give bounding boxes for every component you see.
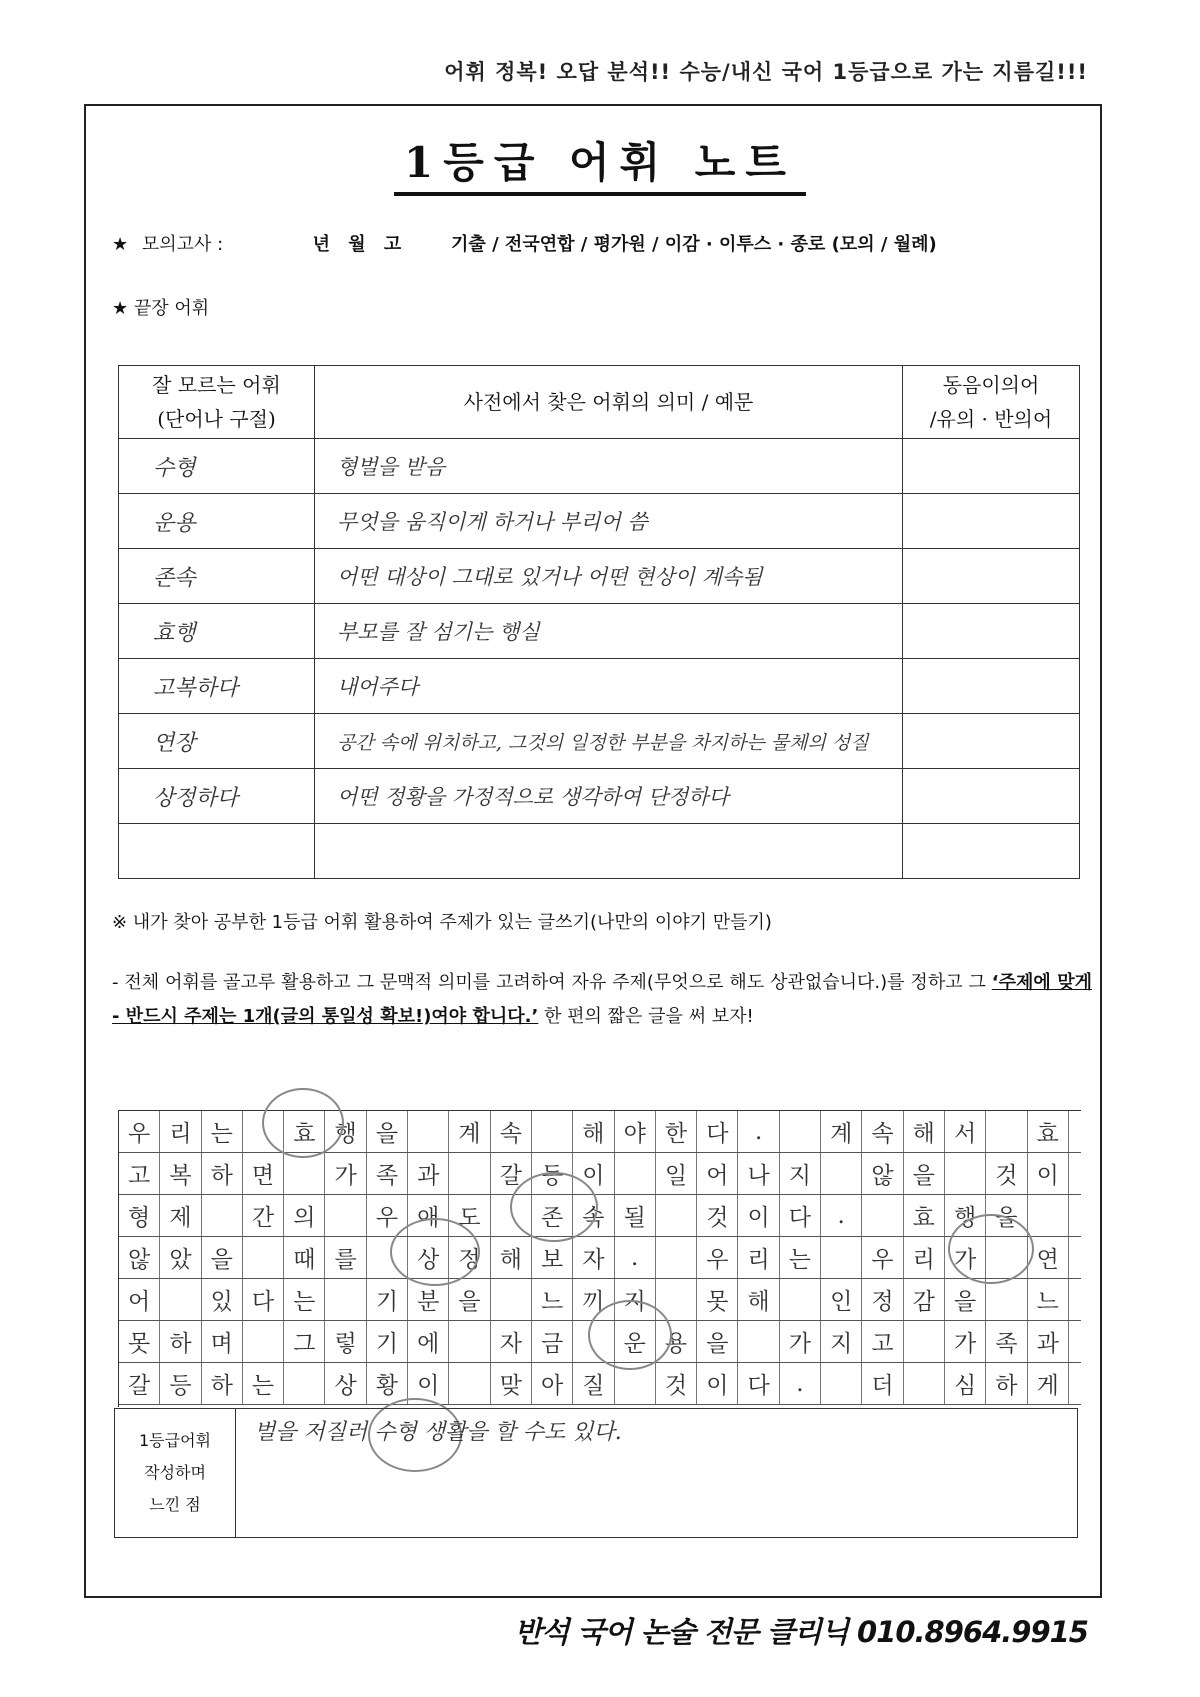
vocab-word: 고복하다 [119,659,315,714]
table-row [119,494,1080,549]
grid-cell: 기 [367,1279,408,1320]
grid-cell [243,1237,284,1278]
grid-cell [656,1195,697,1236]
grid-cell: 않 [862,1153,903,1194]
exam-date-fields: 년 월 고 [312,234,408,255]
grid-cell: 도 [449,1195,490,1236]
grid-cell: 족 [367,1153,408,1194]
grid-cell: 이 [1028,1153,1069,1194]
final-vocab-row [112,294,209,320]
grid-cell [986,1279,1027,1320]
vocab-related [903,824,1080,879]
grid-cell: . [738,1111,779,1152]
grid-cell: 면 [243,1153,284,1194]
grid-cell [243,1111,284,1152]
footer-clinic: 반석 국어 논술 전문 클리닉 010.8964.9915 [514,1615,1088,1649]
grid-cell [821,1237,862,1278]
exam-info-row [112,230,937,256]
grid-cell: 게 [1028,1363,1069,1404]
grid-cell: 우 [119,1111,160,1152]
grid-cell: 하 [202,1363,243,1404]
star-icon: ★ [112,298,129,319]
vocab-related [903,714,1080,769]
grid-cell: 가 [325,1153,366,1194]
grid-cell: 애 [408,1195,449,1236]
vocab-word: 수형 [119,439,315,494]
grid-row [119,1363,1081,1405]
grid-row [119,1111,1081,1153]
grid-cell: 을 [367,1111,408,1152]
grid-cell [738,1321,779,1362]
grid-cell: 족 [986,1321,1027,1362]
grid-cell: 다 [243,1279,284,1320]
grid-cell [656,1279,697,1320]
table-row [119,439,1080,494]
grid-cell: 가 [945,1321,986,1362]
grid-cell: 심 [945,1363,986,1404]
grid-cell: 것 [697,1195,738,1236]
vocab-table [118,365,1080,879]
grid-cell: 자 [491,1321,532,1362]
grid-cell: 그 [284,1321,325,1362]
writing-note: ※ 내가 찾아 공부한 1등급 어휘 활용하여 주제가 있는 글쓰기(나만의 이야기 만들기) [112,912,772,933]
grid-cell: 리 [160,1111,201,1152]
grid-cell: 인 [821,1279,862,1320]
grid-cell: 것 [986,1153,1027,1194]
grid-cell: 감 [904,1279,945,1320]
grid-cell: 형 [119,1195,160,1236]
grid-row [119,1195,1081,1237]
grid-cell: 것 [656,1363,697,1404]
grid-cell: 가 [780,1321,821,1362]
instructions-part2: 한 편의 짧은 글을 써 보자! [538,1006,754,1027]
grid-cell: 지 [780,1153,821,1194]
col-header-related-line1: 동음이의어 [942,373,1040,397]
reflection-text: 벌을 저질러 수형 생활을 할 수도 있다. [254,1420,622,1445]
grid-cell [408,1111,449,1152]
grid-cell: 간 [243,1195,284,1236]
grid-cell: 정 [862,1279,903,1320]
grid-cell: 야 [615,1111,656,1152]
grid-cell: 상 [408,1237,449,1278]
grid-cell: 있 [202,1279,243,1320]
grid-cell: 는 [780,1237,821,1278]
grid-cell: 지 [821,1321,862,1362]
grid-cell: 운 [615,1321,656,1362]
grid-cell [904,1363,945,1404]
grid-cell: 과 [408,1153,449,1194]
grid-cell [945,1153,986,1194]
grid-cell [821,1153,862,1194]
vocab-related [903,494,1080,549]
grid-cell: 우 [862,1237,903,1278]
grid-cell [532,1111,573,1152]
grid-cell: 행 [945,1195,986,1236]
grid-cell: 우 [367,1195,408,1236]
grid-cell: 속 [573,1195,614,1236]
grid-cell: 고 [119,1153,160,1194]
vocab-related [903,549,1080,604]
grid-cell [656,1237,697,1278]
grid-cell: 등 [160,1363,201,1404]
grid-cell [491,1279,532,1320]
grid-cell [986,1111,1027,1152]
table-row [119,714,1080,769]
grid-cell [325,1279,366,1320]
vocab-meaning: 무엇을 움직이게 하거나 부리어 씀 [315,494,903,549]
grid-cell [862,1195,903,1236]
grid-cell: 을 [986,1195,1027,1236]
grid-cell: 리 [738,1237,779,1278]
grid-cell [986,1237,1027,1278]
grid-cell: 자 [573,1237,614,1278]
grid-cell: 과 [1028,1321,1069,1362]
grid-row [119,1237,1081,1279]
vocab-word [119,824,315,879]
grid-cell: 하 [202,1153,243,1194]
grid-cell: 하 [160,1321,201,1362]
grid-cell: 를 [325,1237,366,1278]
grid-cell: 나 [738,1153,779,1194]
grid-cell: 에 [408,1321,449,1362]
grid-cell [160,1279,201,1320]
grid-cell: 을 [904,1153,945,1194]
grid-cell: 못 [119,1321,160,1362]
grid-cell [284,1153,325,1194]
grid-cell: 해 [738,1279,779,1320]
vocab-meaning: 어떤 정황을 가정적으로 생각하여 단정하다 [315,769,903,824]
grid-cell: 느 [532,1279,573,1320]
grid-cell [821,1363,862,1404]
writing-instructions [112,966,1092,1034]
grid-cell: 이 [697,1363,738,1404]
grid-cell: 을 [202,1237,243,1278]
grid-cell: 갈 [119,1363,160,1404]
table-row [119,824,1080,879]
vocab-related [903,659,1080,714]
grid-cell: 않 [119,1237,160,1278]
grid-cell: 상 [325,1363,366,1404]
grid-cell: 갈 [491,1153,532,1194]
grid-cell: 정 [449,1237,490,1278]
grid-cell: . [615,1237,656,1278]
reflection-label-line2: 작성하며 [144,1463,206,1482]
table-row [119,769,1080,824]
instructions-emphasis: ‘주제에 맞게 - 반드시 주제는 1개(글의 통일성 확보!)여야 합니다.’ [112,972,1093,1027]
grid-cell: 기 [367,1321,408,1362]
vocab-header-row [119,366,1080,439]
grid-cell: 며 [202,1321,243,1362]
grid-cell: 았 [160,1237,201,1278]
grid-cell: 계 [449,1111,490,1152]
vocab-meaning [315,824,903,879]
col-header-related [903,366,1080,439]
grid-cell: 의 [284,1195,325,1236]
grid-cell: . [780,1363,821,1404]
grid-cell: 리 [904,1237,945,1278]
grid-cell: 이 [408,1363,449,1404]
vocab-meaning: 형벌을 받음 [315,439,903,494]
grid-cell: 는 [284,1279,325,1320]
title-text: 1등급 어휘 노트 [394,130,806,196]
grid-cell: 다 [697,1111,738,1152]
grid-cell [573,1321,614,1362]
grid-cell: 는 [202,1111,243,1152]
grid-cell: 행 [325,1111,366,1152]
grid-cell: 해 [573,1111,614,1152]
grid-cell [615,1153,656,1194]
grid-cell: 복 [160,1153,201,1194]
grid-cell: . [821,1195,862,1236]
grid-cell: 을 [697,1321,738,1362]
grid-cell [449,1321,490,1362]
grid-cell: 다 [780,1195,821,1236]
vocab-related [903,604,1080,659]
grid-cell [449,1363,490,1404]
grid-cell: 하 [986,1363,1027,1404]
grid-cell [904,1321,945,1362]
grid-cell [325,1195,366,1236]
grid-cell: 을 [449,1279,490,1320]
grid-cell: 될 [615,1195,656,1236]
grid-cell: 보 [532,1237,573,1278]
vocab-meaning: 부모를 잘 섬기는 행실 [315,604,903,659]
grid-cell: 아 [532,1363,573,1404]
grid-cell: 서 [945,1111,986,1152]
grid-cell: 황 [367,1363,408,1404]
grid-cell: 어 [697,1153,738,1194]
grid-cell: 는 [243,1363,284,1404]
page-title [0,130,1200,196]
reflection-label-line3: 느낀 점 [149,1495,201,1514]
grid-cell: 렇 [325,1321,366,1362]
top-banner: 어휘 정복! 오답 분석!! 수능/내신 국어 1등급으로 가는 지름길!!! [444,60,1088,84]
grid-cell [284,1363,325,1404]
grid-cell: 더 [862,1363,903,1404]
exam-sources: 기출 / 전국연합 / 평가원 / 이감 · 이투스 · 종로 (모의 / 월례) [451,234,937,255]
instructions-part1: - 전체 어휘를 골고루 활용하고 그 문맥적 의미를 고려하여 자유 주제(무엇으로 해도 상관없습니다.)를 정하고 그 [112,972,992,993]
vocab-meaning: 내어주다 [315,659,903,714]
star-icon: ★ [112,234,129,255]
grid-cell: 어 [119,1279,160,1320]
grid-cell: 제 [160,1195,201,1236]
grid-cell: 이 [738,1195,779,1236]
grid-cell: 이 [573,1153,614,1194]
grid-cell: 우 [697,1237,738,1278]
reflection-label-line1: 1등급어휘 [138,1431,211,1450]
grid-cell: 일 [656,1153,697,1194]
grid-cell [780,1279,821,1320]
vocab-word: 존속 [119,549,315,604]
grid-cell: 해 [904,1111,945,1152]
grid-cell: 연 [1028,1237,1069,1278]
table-row [119,604,1080,659]
reflection-box [114,1408,1078,1538]
vocab-related [903,439,1080,494]
writing-grid [118,1110,1081,1407]
grid-row [119,1279,1081,1321]
table-row [119,549,1080,604]
grid-cell: 못 [697,1279,738,1320]
grid-cell: 지 [615,1279,656,1320]
grid-cell [780,1111,821,1152]
grid-cell [449,1153,490,1194]
grid-row [119,1321,1081,1363]
grid-cell: 느 [1028,1279,1069,1320]
exam-label: 모의고사 : [141,234,224,255]
grid-cell: 가 [945,1237,986,1278]
grid-cell: 고 [862,1321,903,1362]
col-header-meaning: 사전에서 찾은 어휘의 의미 / 예문 [315,366,903,439]
final-vocab-label: 끝장 어휘 [133,298,210,319]
grid-cell: 다 [738,1363,779,1404]
vocab-word: 효행 [119,604,315,659]
grid-cell: 금 [532,1321,573,1362]
grid-cell: 효 [1028,1111,1069,1152]
grid-cell: 질 [573,1363,614,1404]
vocab-meaning: 공간 속에 위치하고, 그것의 일정한 부분을 차지하는 물체의 성질 [315,714,903,769]
col-header-word-line1: 잘 모르는 어휘 [152,373,281,397]
grid-row [119,1153,1081,1195]
grid-cell [367,1237,408,1278]
grid-cell: 맞 [491,1363,532,1404]
grid-cell: 존 [532,1195,573,1236]
grid-cell: 효 [904,1195,945,1236]
grid-cell: 속 [862,1111,903,1152]
grid-cell [202,1195,243,1236]
grid-cell: 해 [491,1237,532,1278]
vocab-word: 상정하다 [119,769,315,824]
grid-cell: 한 [656,1111,697,1152]
grid-cell: 용 [656,1321,697,1362]
reflection-label [115,1409,236,1537]
vocab-related [903,769,1080,824]
vocab-word: 운용 [119,494,315,549]
table-row [119,659,1080,714]
grid-cell [243,1321,284,1362]
grid-cell: 등 [532,1153,573,1194]
col-header-word-line2: (단어나 구절) [157,407,276,431]
vocab-word: 연장 [119,714,315,769]
grid-cell: 속 [491,1111,532,1152]
vocab-meaning: 어떤 대상이 그대로 있거나 어떤 현상이 계속됨 [315,549,903,604]
grid-cell [1028,1195,1069,1236]
col-header-related-line2: /유의 · 반의어 [929,407,1053,431]
grid-cell [615,1363,656,1404]
grid-cell: 분 [408,1279,449,1320]
grid-cell: 때 [284,1237,325,1278]
col-header-word [119,366,315,439]
grid-cell: 을 [945,1279,986,1320]
grid-cell: 계 [821,1111,862,1152]
grid-cell [491,1195,532,1236]
grid-cell: 끼 [573,1279,614,1320]
grid-cell: 효 [284,1111,325,1152]
